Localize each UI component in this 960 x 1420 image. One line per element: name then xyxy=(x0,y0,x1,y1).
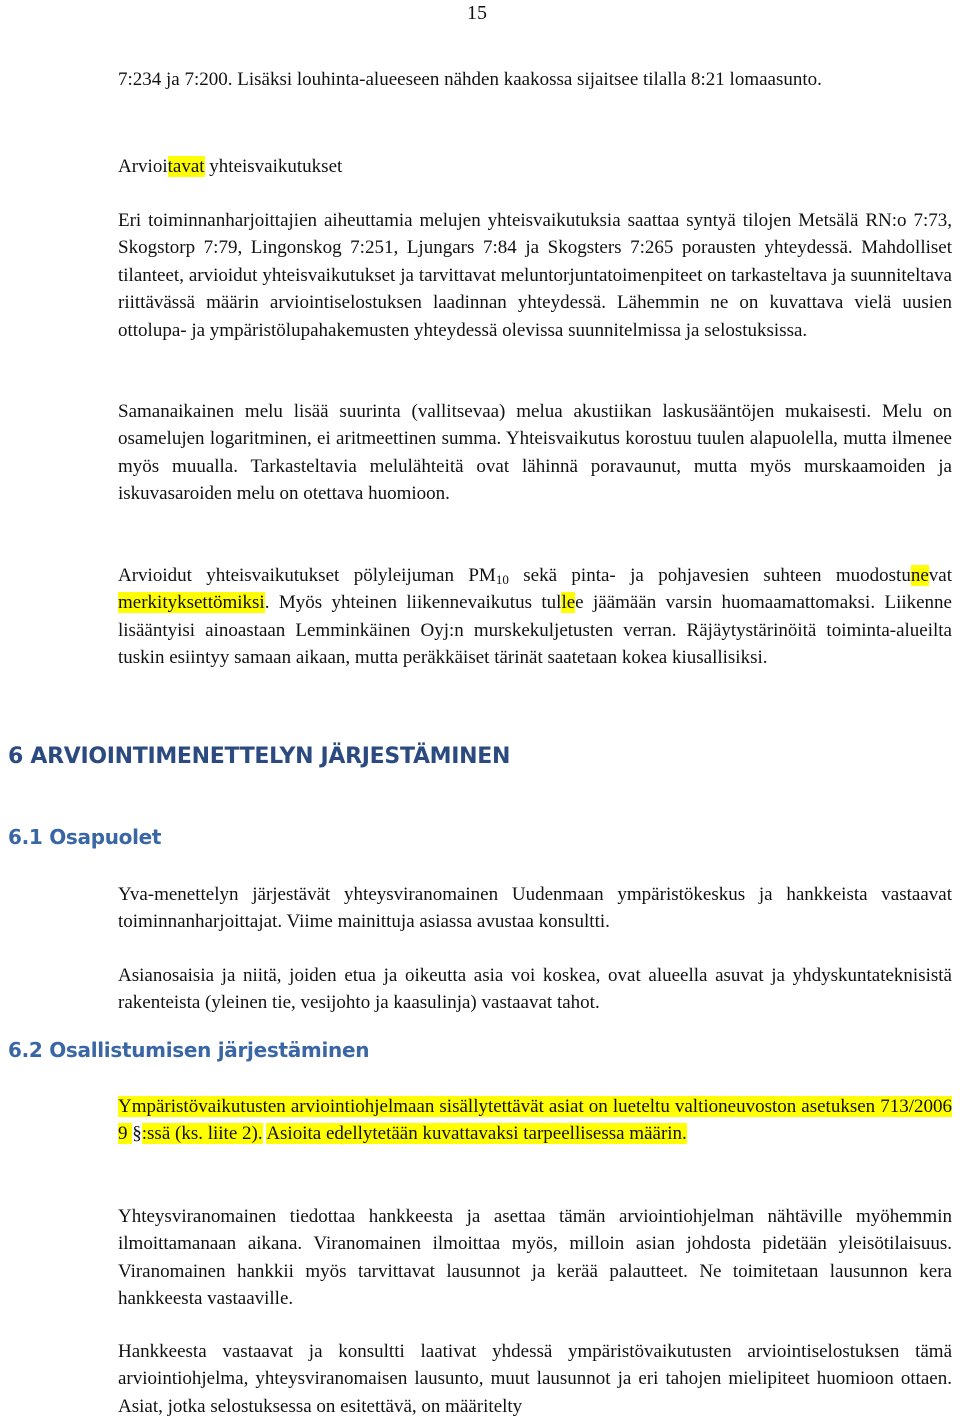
paragraph-parties: Yva-menettelyn järjestävät yhteysviranomainen Uudenmaan ympäristökeskus ja hankkeista vastaavat toiminnanharjoittajat. Viime mainittuja asiassa avustaa konsultti. xyxy=(118,884,952,933)
section-heading-parties: 6.1 Osapuolet xyxy=(8,825,162,849)
text-run: e jäämään varsin huomaamattomaksi. Liikenne lisääntyisi ainoastaan Lemminkäinen Oyj:n murskekuljetusten verran. Räjäytystärinöitä toiminta-alueilta tuskin esiintyy samaan aikaan, mutta peräkkäiset tärinät saatetaan kokea kiusallisiksi. xyxy=(118,592,952,669)
highlighted-text: ne xyxy=(910,565,929,586)
chapter-heading: 6 ARVIOINTIMENETTELYN JÄRJESTÄMINEN xyxy=(8,744,511,769)
paragraph-report-preparation: Hankkeesta vastaavat ja konsultti laativat yhdessä ympäristövaikutusten arviointiselostuksen tämä arviointiohjelma, yhteysviranomaisen lausunto, muut lausunnot ja eri tahojen mielipiteet huomioon ottaen. Asiat, jotka selostuksessa on esitettävä, on määritelty xyxy=(118,1341,952,1417)
highlighted-text: Asioita edellytetään kuvattavaksi tarpeellisessa määrin. xyxy=(266,1123,687,1145)
text-run: . Myös yhteinen liikennevaikutus tul xyxy=(264,592,562,614)
subheading-cumulative-impacts xyxy=(118,153,952,180)
paragraph-stakeholders: Asianosaisia ja niitä, joiden etua ja oikeutta asia voi koskea, ovat alueella asuvat ja yhdyskuntateknisistä rakenteista (yleinen tie, vesijohto ja kaasulinja) vastaavat tahot. xyxy=(118,965,952,1014)
paragraph-simultaneous-noise: Samanaikainen melu lisää suurinta (vallitsevaa) melua akustiikan laskusääntöjen mukaisesti. Melu on osamelujen logaritminen, ei aritmeettinen summa. Yhteisvaikutus korostuu tuulen alapuolella, mutta ilmenee myös muualla. Tarkasteltavia melulähteitä ovat lähinnä poravaunut, mutta myös murskaamoiden ja iskuvasaroiden melu on otettava huomioon. xyxy=(118,401,952,505)
subheading-part: yhteisvaikutukset xyxy=(204,156,343,177)
text-run: vat xyxy=(928,565,952,586)
highlighted-text: :ssä (ks. liite 2). xyxy=(141,1123,263,1145)
text-run: § xyxy=(132,1123,142,1145)
highlighted-text: Ympäristövaikutusten arviointiohjelmaan sisällytettävät asiat on lueteltu valtioneuvoston asetuksen 713/2006 9 xyxy=(118,1096,952,1145)
paragraph-program-contents xyxy=(118,1093,952,1148)
subscript: 10 xyxy=(495,572,509,587)
paragraph-cumulative-noise: Eri toiminnanharjoittajien aiheuttamia melujen yhteisvaikutuksia saattaa syntyä tilojen Metsälä RN:o 7:73, Skogstorp 7:79, Lingonskog 7:251, Ljungars 7:84 ja Skogsters 7:265 porausten yhteydessä. Mahdolliset tilanteet, arvioidut yhteisvaikutukset ja tarvittavat meluntorjuntatoimenpiteet on tarkasteltava ja suunniteltava riittävässä määrin arviointiselostuksen laadinnan yhteydessä. Lähemmin ne on kuvattava vielä uusien ottolupa- ja ympäristölupahakemusten yhteydessä olevissa suunnitelmissa ja selostuksissa. xyxy=(118,210,952,341)
highlighted-text: le xyxy=(561,592,576,614)
paragraph-intro: 7:234 ja 7:200. Lisäksi louhinta-alueeseen nähden kaakossa sijaitsee tilalla 8:21 lomaasunto. xyxy=(118,69,822,90)
highlighted-text: tavat xyxy=(167,156,205,177)
page-number: 15 xyxy=(467,2,487,24)
text-run: Arvioidut yhteisvaikutukset pölyleijuman PM xyxy=(118,565,496,586)
highlighted-text: merkityksettömiksi xyxy=(118,592,265,614)
paragraph-authority-notice: Yhteysviranomainen tiedottaa hankkeesta ja asettaa tämän arviointiohjelman nähtäville myöhemmin ilmoittamanaan aikana. Viranomainen ilmoittaa myös, milloin asian johdosta pidetään yleisötilaisuus. Viranomainen hankkii myös tarvittavat lausunnot ja kerää palautteet. Ne toimitetaan lausunnon kera hankkeesta vastaaville. xyxy=(118,1206,952,1310)
paragraph-dust-water-traffic xyxy=(118,562,952,672)
section-heading-participation: 6.2 Osallistumisen järjestäminen xyxy=(8,1038,370,1062)
subheading-part: Arvioi xyxy=(118,156,168,177)
text-run: sekä pinta- ja pohjavesien suhteen muodostu xyxy=(508,565,911,586)
